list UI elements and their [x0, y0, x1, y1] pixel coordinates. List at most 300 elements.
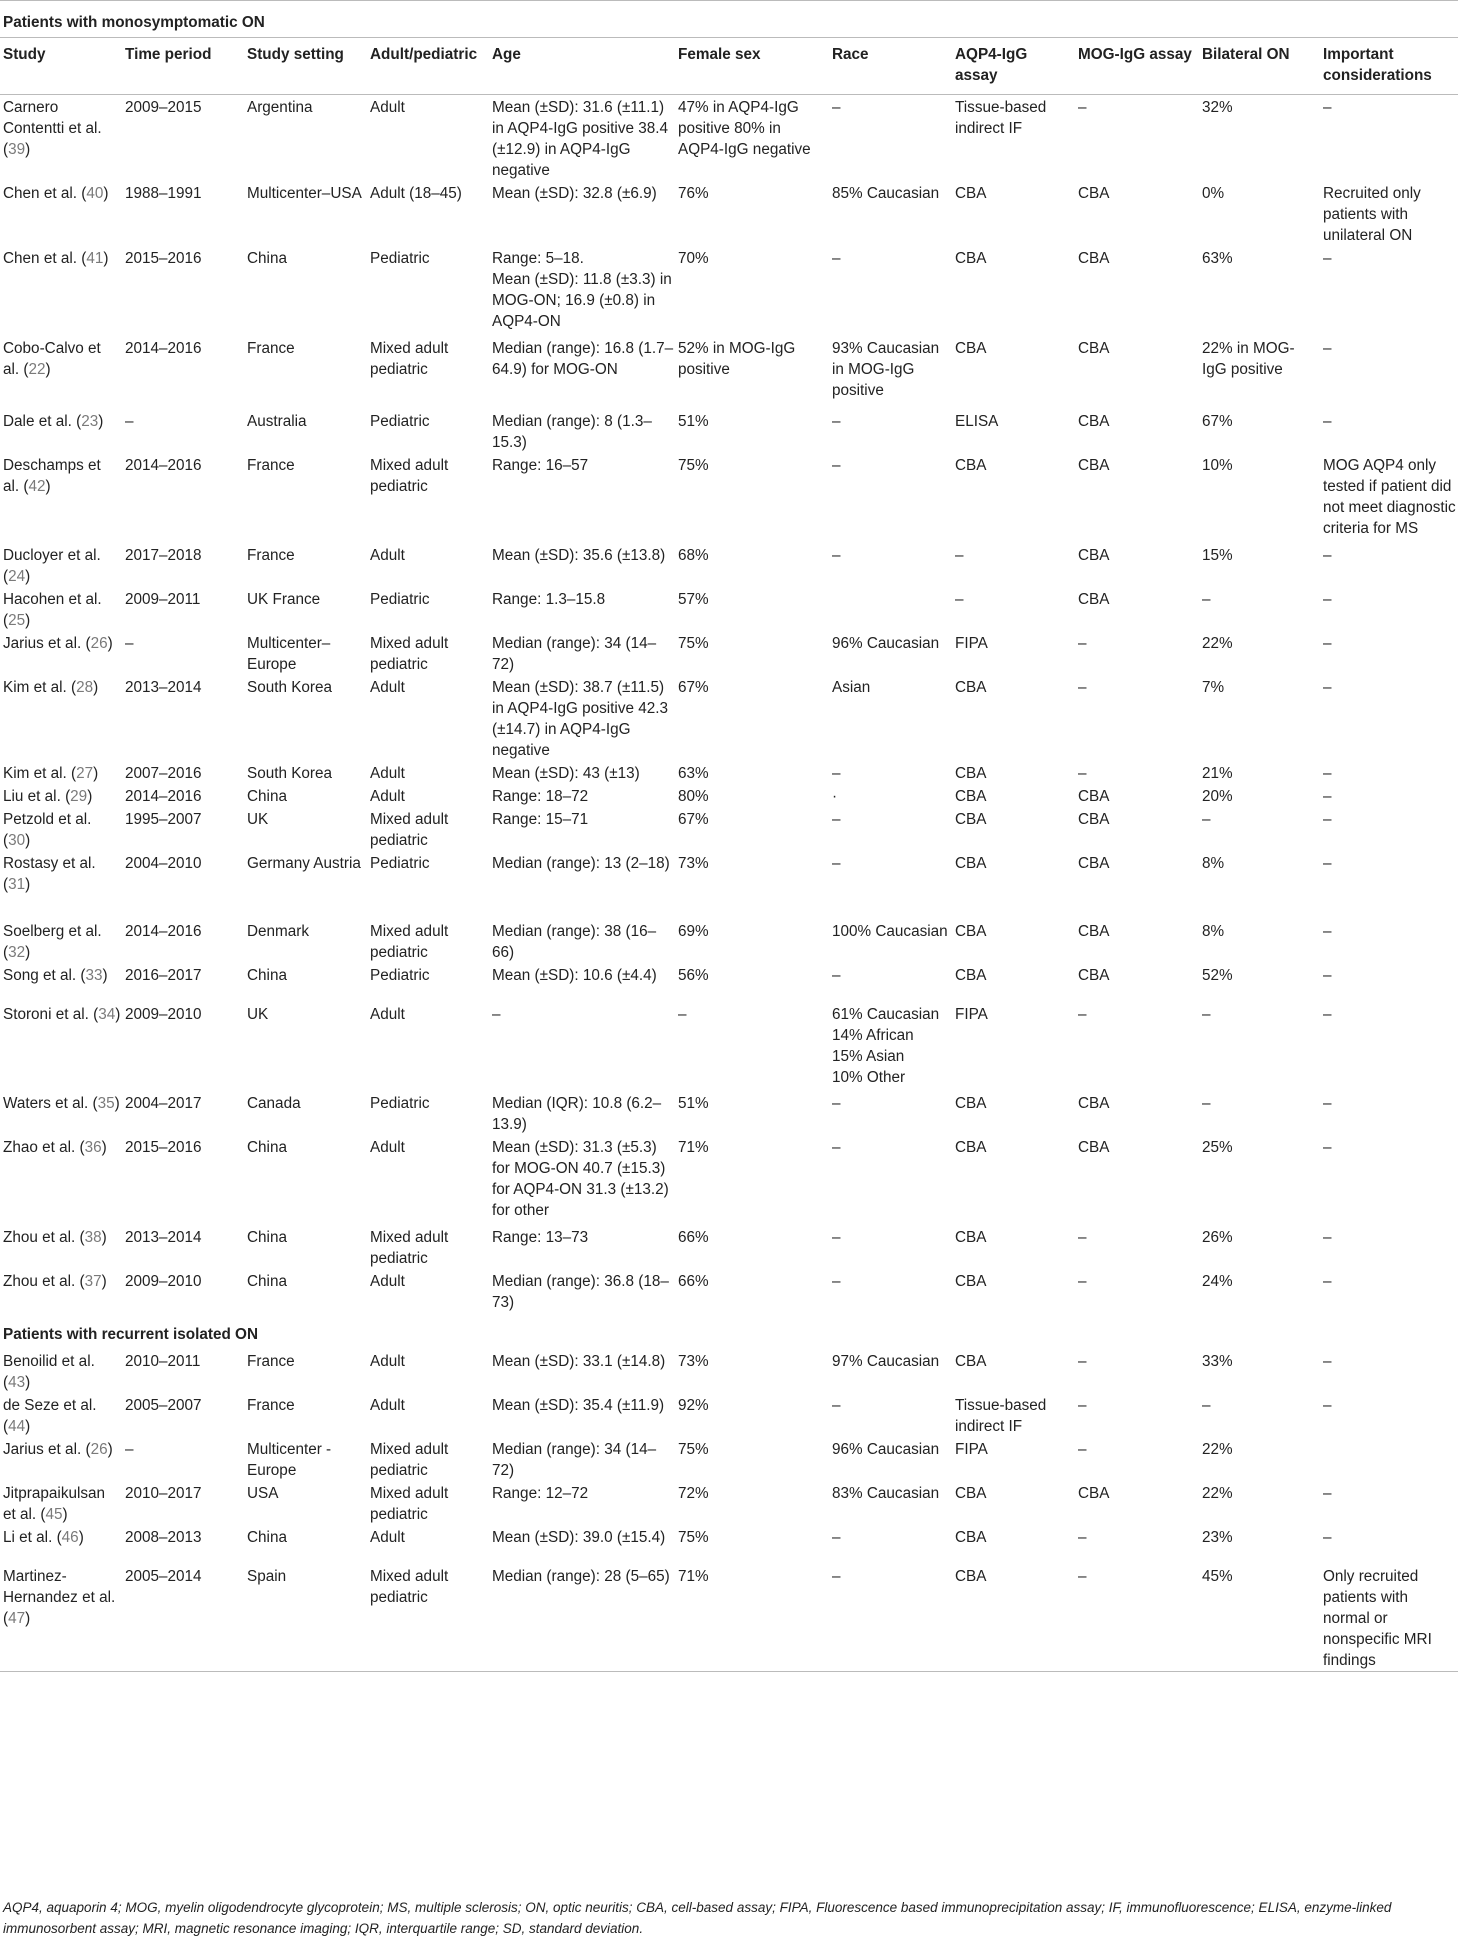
- table-row: [0, 784, 1458, 807]
- cell-race: 97% Caucasian: [832, 1353, 940, 1370]
- cell-race: –: [832, 547, 841, 564]
- cell-adult-pediatric: Mixed adult pediatric: [368, 1564, 490, 1672]
- table-row: [0, 1002, 1458, 1091]
- cell-time-period: 2014–2016: [125, 923, 202, 940]
- cell-study: [0, 336, 123, 409]
- cell-considerations: –: [1323, 1529, 1332, 1546]
- reference-link[interactable]: 34: [98, 1006, 116, 1023]
- cell-bilateral-on: 21%: [1202, 765, 1233, 782]
- cell-study-setting: Argentina: [247, 99, 313, 116]
- cell-race: 100% Caucasian: [832, 923, 948, 940]
- reference-link[interactable]: 43: [8, 1374, 26, 1391]
- col-header-study-setting: Study setting: [245, 38, 368, 95]
- cell-female-sex: 63%: [678, 765, 709, 782]
- table-row: [0, 919, 1458, 963]
- table-row: [0, 807, 1458, 851]
- cell-female-sex: 72%: [678, 1485, 709, 1502]
- cell-aqp4-assay: Tissue-based indirect IF: [955, 1397, 1047, 1435]
- closing-paren: ): [107, 635, 113, 652]
- cell-time-period: 2015–2016: [125, 250, 202, 267]
- cell-study: [0, 631, 123, 675]
- cell-mog-assay: CBA: [1078, 788, 1110, 805]
- cell-adult-pediatric: Pediatric: [370, 250, 430, 267]
- cell-time-period: 2005–2014: [123, 1564, 245, 1672]
- closing-paren: ): [25, 876, 31, 893]
- cell-bilateral-on: 63%: [1202, 250, 1233, 267]
- cell-study: [0, 95, 123, 182]
- cell-adult-pediatric: Adult: [370, 1273, 405, 1290]
- cell-time-period: 2009–2011: [125, 591, 201, 608]
- cell-race: 93% Caucasian in MOG-IgG positive: [832, 340, 940, 399]
- study-name: Martinez-Hernandez et al. (: [3, 1568, 116, 1627]
- cell-study-setting: USA: [247, 1485, 279, 1502]
- cell-adult-pediatric: Mixed adult pediatric: [370, 1485, 449, 1523]
- study-name: Storoni et al. (: [3, 1006, 99, 1023]
- table-row: [0, 1225, 1458, 1269]
- cell-bilateral-on: 22%: [1202, 1485, 1233, 1502]
- closing-paren: ): [25, 1374, 31, 1391]
- cell-mog-assay: –: [1078, 1441, 1087, 1458]
- cell-time-period: 2017–2018: [125, 547, 202, 564]
- cell-study: [0, 761, 123, 784]
- cell-aqp4-assay: ELISA: [955, 413, 999, 430]
- table-row: [0, 631, 1458, 675]
- reference-link[interactable]: 26: [90, 1441, 108, 1458]
- cell-study: [0, 1225, 123, 1269]
- closing-paren: ): [25, 141, 31, 158]
- cell-bilateral-on: 24%: [1202, 1273, 1233, 1290]
- cell-study-setting: South Korea: [247, 765, 333, 782]
- cell-bilateral-on: 67%: [1202, 413, 1233, 430]
- reference-link[interactable]: 46: [61, 1529, 79, 1546]
- closing-paren: ): [87, 788, 93, 805]
- cell-mog-assay: –: [1076, 1564, 1200, 1672]
- cell-study-setting: Spain: [245, 1564, 368, 1672]
- cell-adult-pediatric: Pediatric: [370, 1095, 430, 1112]
- reference-link[interactable]: 47: [8, 1610, 26, 1627]
- reference-link[interactable]: 29: [70, 788, 88, 805]
- cell-age: Mean (±SD): 38.7 (±11.5) in AQP4-IgG positive 42.3 (±14.7) in AQP4-IgG negative: [492, 679, 669, 759]
- cell-aqp4-assay: CBA: [953, 1564, 1076, 1672]
- cell-bilateral-on: 26%: [1202, 1229, 1233, 1246]
- reference-link[interactable]: 35: [97, 1095, 115, 1112]
- cell-adult-pediatric: Mixed adult pediatric: [370, 1441, 449, 1479]
- study-name: Deschamps et al. (: [3, 457, 101, 495]
- cell-study: [0, 1091, 123, 1135]
- closing-paren: ): [25, 568, 31, 585]
- study-name: Kim et al. (: [3, 765, 77, 782]
- table-row: [0, 336, 1458, 409]
- cell-aqp4-assay: –: [955, 591, 964, 608]
- cell-study-setting: France: [247, 547, 295, 564]
- cell-study-setting: Canada: [247, 1095, 301, 1112]
- table-row: [0, 95, 1458, 182]
- cell-bilateral-on: 52%: [1202, 967, 1233, 984]
- cell-adult-pediatric: Mixed adult pediatric: [370, 457, 449, 495]
- cell-considerations: –: [1323, 250, 1332, 267]
- cell-age: Median (range): 13 (2–18): [492, 855, 670, 872]
- cell-time-period: 2015–2016: [125, 1139, 202, 1156]
- closing-paren: ): [25, 944, 31, 961]
- closing-paren: ): [45, 478, 51, 495]
- cell-aqp4-assay: Tissue-based indirect IF: [955, 99, 1047, 137]
- closing-paren: ): [45, 361, 51, 378]
- cell-age: Range: 13–73: [492, 1229, 589, 1246]
- cell-considerations: –: [1323, 1273, 1332, 1290]
- cell-female-sex: 51%: [678, 413, 709, 430]
- cell-female-sex: 52% in MOG-IgG positive: [678, 340, 796, 378]
- cell-aqp4-assay: CBA: [955, 765, 987, 782]
- cell-female-sex: 57%: [678, 591, 709, 608]
- table-row: [0, 543, 1458, 587]
- cell-age: Mean (±SD): 39.0 (±15.4): [492, 1529, 666, 1546]
- cell-aqp4-assay: FIPA: [955, 1006, 988, 1023]
- cell-mog-assay: –: [1078, 1229, 1087, 1246]
- cell-race: –: [832, 413, 841, 430]
- reference-link[interactable]: 37: [84, 1273, 102, 1290]
- cell-aqp4-assay: CBA: [955, 788, 987, 805]
- cell-aqp4-assay: CBA: [955, 340, 987, 357]
- cell-study-setting: Multicenter - Europe: [247, 1441, 332, 1479]
- closing-paren: ): [114, 1095, 120, 1112]
- cell-female-sex: 75%: [678, 457, 709, 474]
- cell-considerations: –: [1323, 1095, 1332, 1112]
- cell-bilateral-on: 0%: [1202, 185, 1225, 202]
- table-row: [0, 453, 1458, 543]
- cell-female-sex: 66%: [678, 1273, 709, 1290]
- table-row: [0, 409, 1458, 453]
- cell-age: Median (range): 8 (1.3–15.3): [492, 413, 652, 451]
- cell-considerations: –: [1323, 635, 1332, 652]
- study-name: Kim et al. (: [3, 679, 77, 696]
- cell-bilateral-on: 23%: [1202, 1529, 1233, 1546]
- reference-link[interactable]: 38: [84, 1229, 102, 1246]
- closing-paren: ): [78, 1529, 84, 1546]
- cell-female-sex: 73%: [678, 855, 709, 872]
- cell-mog-assay: –: [1078, 1529, 1087, 1546]
- cell-aqp4-assay: CBA: [955, 967, 987, 984]
- cell-study: [0, 1481, 123, 1525]
- cell-female-sex: 51%: [678, 1095, 709, 1112]
- cell-bilateral-on: 22%: [1202, 635, 1233, 652]
- cell-bilateral-on: 15%: [1202, 547, 1233, 564]
- cell-age: Mean (±SD): 43 (±13): [492, 765, 640, 782]
- study-name: Petzold et al. (: [3, 811, 92, 849]
- closing-paren: ): [25, 1418, 31, 1435]
- cell-bilateral-on: 8%: [1202, 923, 1225, 940]
- cell-time-period: 2014–2016: [125, 788, 202, 805]
- cell-study: [0, 409, 123, 453]
- study-name: Jarius et al. (: [3, 1441, 91, 1458]
- cell-mog-assay: –: [1078, 99, 1087, 116]
- cell-race: –: [832, 1397, 841, 1414]
- cell-bilateral-on: –: [1202, 811, 1211, 828]
- cell-race: –: [832, 1273, 841, 1290]
- table-row: [0, 1091, 1458, 1135]
- closing-paren: ): [62, 1506, 68, 1523]
- cell-considerations: –: [1323, 1353, 1332, 1370]
- cell-study: [0, 1564, 123, 1672]
- study-name: Li et al. (: [3, 1529, 62, 1546]
- cell-time-period: 1995–2007: [125, 811, 202, 828]
- col-header-aqp4-assay: AQP4-IgG assay: [953, 38, 1076, 95]
- reference-link[interactable]: 41: [86, 250, 104, 267]
- reference-link[interactable]: 22: [28, 361, 46, 378]
- col-header-study: Study: [0, 38, 123, 95]
- cell-study: [0, 807, 123, 851]
- cell-study-setting: China: [247, 1139, 287, 1156]
- study-name: Benoilid et al. (: [3, 1353, 95, 1391]
- reference-link[interactable]: 30: [8, 832, 26, 849]
- cell-bilateral-on: 32%: [1202, 99, 1233, 116]
- closing-paren: ): [102, 967, 108, 984]
- cell-race: –: [832, 1095, 841, 1112]
- study-name: Soelberg et al. (: [3, 923, 102, 961]
- cell-age: Range: 16–57: [492, 457, 589, 474]
- cell-time-period: –: [125, 1441, 134, 1458]
- cell-study-setting: Germany Austria: [247, 855, 361, 872]
- cell-adult-pediatric: Adult: [370, 788, 405, 805]
- closing-paren: ): [93, 765, 99, 782]
- cell-bilateral-on: –: [1202, 1397, 1211, 1414]
- cell-female-sex: 75%: [678, 1529, 709, 1546]
- cell-bilateral-on: 33%: [1202, 1353, 1233, 1370]
- table-row: [0, 1564, 1458, 1672]
- col-header-time-period: Time period: [123, 38, 245, 95]
- cell-adult-pediatric: Pediatric: [370, 855, 430, 872]
- cell-considerations: –: [1323, 765, 1332, 782]
- cell-race: 61% Caucasian 14% African 15% Asian 10% Other: [832, 1006, 940, 1086]
- cell-adult-pediatric: Adult (18–45): [370, 185, 462, 202]
- cell-considerations: –: [1323, 99, 1332, 116]
- cell-race: –: [832, 457, 841, 474]
- table-row: [0, 1135, 1458, 1225]
- cell-female-sex: 80%: [678, 788, 709, 805]
- cell-mog-assay: CBA: [1078, 1095, 1110, 1112]
- study-name: Song et al. (: [3, 967, 86, 984]
- cell-study-setting: Australia: [247, 413, 307, 430]
- section-header: [0, 1, 1458, 38]
- cell-mog-assay: –: [1078, 765, 1087, 782]
- study-name: Ducloyer et al. (: [3, 547, 101, 585]
- table-body: [0, 95, 1458, 1672]
- table-row: [0, 1393, 1458, 1437]
- cell-study-setting: China: [247, 250, 287, 267]
- cell-study-setting: France: [247, 340, 295, 357]
- reference-link[interactable]: 33: [85, 967, 103, 984]
- cell-bilateral-on: 20%: [1202, 788, 1233, 805]
- cell-age: Range: 18–72: [492, 788, 589, 805]
- cell-adult-pediatric: Pediatric: [370, 413, 430, 430]
- study-name: Dale et al. (: [3, 413, 82, 430]
- study-name: de Seze et al. (: [3, 1397, 97, 1435]
- col-header-adult-pediatric: Adult/pediatric: [368, 38, 490, 95]
- cell-study-setting: UK France: [247, 591, 321, 608]
- closing-paren: ): [115, 1006, 121, 1023]
- cell-bilateral-on: 45%: [1200, 1564, 1321, 1672]
- cell-race: –: [832, 855, 841, 872]
- reference-link[interactable]: 45: [45, 1506, 63, 1523]
- cell-time-period: 2014–2016: [125, 457, 202, 474]
- cell-mog-assay: CBA: [1078, 413, 1110, 430]
- study-name: Chen et al. (: [3, 250, 87, 267]
- cell-adult-pediatric: Adult: [370, 1353, 405, 1370]
- cell-study: [0, 851, 123, 919]
- cell-female-sex: 75%: [678, 1441, 709, 1458]
- reference-link[interactable]: 24: [8, 568, 26, 585]
- cell-adult-pediatric: Pediatric: [370, 967, 430, 984]
- cell-aqp4-assay: CBA: [955, 679, 987, 696]
- cell-age: Mean (±SD): 33.1 (±14.8): [492, 1353, 666, 1370]
- col-header-race: Race: [830, 38, 953, 95]
- closing-paren: ): [103, 185, 109, 202]
- cell-race: –: [832, 1529, 841, 1546]
- reference-link[interactable]: 23: [81, 413, 99, 430]
- cell-mog-assay: CBA: [1078, 457, 1110, 474]
- cell-female-sex: 67%: [678, 811, 709, 828]
- cell-study-setting: UK: [247, 1006, 269, 1023]
- cell-age: Mean (±SD): 35.4 (±11.9): [492, 1397, 665, 1414]
- cell-study-setting: France: [247, 1397, 295, 1414]
- cell-aqp4-assay: –: [955, 547, 964, 564]
- study-name: Jitprapaikulsan et al. (: [3, 1485, 106, 1523]
- cell-time-period: 1988–1991: [125, 185, 202, 202]
- table-row: [0, 1481, 1458, 1525]
- cell-considerations: Recruited only patients with unilateral ON: [1323, 185, 1421, 244]
- cell-time-period: –: [125, 635, 134, 652]
- table-row: [0, 1525, 1458, 1564]
- cell-race: –: [832, 1139, 841, 1156]
- cell-aqp4-assay: CBA: [955, 1273, 987, 1290]
- reference-link[interactable]: 36: [84, 1139, 102, 1156]
- closing-paren: ): [101, 1139, 107, 1156]
- cell-race: 96% Caucasian: [832, 1441, 940, 1458]
- closing-paren: ): [103, 250, 109, 267]
- cell-study: [0, 784, 123, 807]
- reference-link[interactable]: 39: [8, 141, 26, 158]
- closing-paren: ): [25, 832, 31, 849]
- cell-female-sex: 71%: [678, 1139, 709, 1156]
- cell-time-period: 2005–2007: [125, 1397, 202, 1414]
- cell-aqp4-assay: CBA: [955, 811, 987, 828]
- table-row: [0, 181, 1458, 246]
- cell-age: Mean (±SD): 10.6 (±4.4): [492, 967, 657, 984]
- cell-adult-pediatric: Mixed adult pediatric: [370, 811, 449, 849]
- cell-considerations: –: [1323, 340, 1332, 357]
- reference-link[interactable]: 44: [8, 1418, 26, 1435]
- cell-age: Range: 1.3–15.8: [492, 591, 606, 608]
- cell-female-sex: 75%: [678, 635, 709, 652]
- cell-study: [0, 1349, 123, 1393]
- reference-link[interactable]: 31: [8, 876, 26, 893]
- study-name: Waters et al. (: [3, 1095, 98, 1112]
- reference-link[interactable]: 26: [90, 635, 108, 652]
- cell-study: [0, 1393, 123, 1437]
- reference-link[interactable]: 27: [76, 765, 94, 782]
- cell-age: Mean (±SD): 35.6 (±13.8): [492, 547, 666, 564]
- cell-bilateral-on: 25%: [1202, 1139, 1233, 1156]
- cell-study: [0, 1002, 123, 1091]
- cell-female-sex: 66%: [678, 1229, 709, 1246]
- cell-considerations: [1321, 1437, 1458, 1481]
- closing-paren: ): [25, 612, 31, 629]
- cell-aqp4-assay: CBA: [955, 1095, 987, 1112]
- section-header: [0, 1313, 1458, 1349]
- cell-time-period: 2009–2010: [125, 1273, 202, 1290]
- cell-study-setting: France: [247, 1353, 295, 1370]
- cell-considerations: –: [1323, 1397, 1332, 1414]
- cell-race: –: [832, 967, 841, 984]
- cell-bilateral-on: –: [1202, 1006, 1211, 1023]
- table-row: [0, 246, 1458, 336]
- cell-study: [0, 181, 123, 246]
- reference-link[interactable]: 28: [76, 679, 94, 696]
- cell-considerations: MOG AQP4 only tested if patient did not meet diagnostic criteria for MS: [1323, 457, 1456, 537]
- table-row: [0, 963, 1458, 1002]
- cell-considerations: –: [1323, 1006, 1332, 1023]
- cell-female-sex: 69%: [678, 923, 709, 940]
- cell-study: [0, 963, 123, 1002]
- reference-link[interactable]: 32: [8, 944, 26, 961]
- col-header-bilateral-on: Bilateral ON: [1200, 38, 1321, 95]
- cell-adult-pediatric: Adult: [370, 99, 405, 116]
- cell-considerations: Only recruited patients with normal or nonspecific MRI findings: [1321, 1564, 1458, 1672]
- cell-mog-assay: CBA: [1078, 967, 1110, 984]
- cell-female-sex: 71%: [676, 1564, 830, 1672]
- cell-age: Median (range): 34 (14–72): [492, 635, 657, 673]
- cell-aqp4-assay: FIPA: [955, 635, 988, 652]
- study-name: Chen et al. (: [3, 185, 87, 202]
- reference-link[interactable]: 40: [86, 185, 104, 202]
- cell-mog-assay: CBA: [1078, 1485, 1110, 1502]
- cell-age: –: [492, 1006, 501, 1023]
- cell-race: –: [832, 250, 841, 267]
- closing-paren: ): [101, 1229, 107, 1246]
- study-name: Zhao et al. (: [3, 1139, 85, 1156]
- cell-aqp4-assay: CBA: [955, 1485, 987, 1502]
- cell-time-period: 2010–2011: [125, 1353, 201, 1370]
- reference-link[interactable]: 42: [28, 478, 46, 495]
- study-name: Liu et al. (: [3, 788, 71, 805]
- cell-age: Median (range): 38 (16–66): [492, 923, 657, 961]
- cell-study: [0, 246, 123, 336]
- cell-mog-assay: CBA: [1078, 855, 1110, 872]
- cell-bilateral-on: –: [1202, 591, 1211, 608]
- cell-adult-pediatric: Adult: [370, 1006, 405, 1023]
- cell-age: Median (range): 28 (5–65): [490, 1564, 676, 1672]
- cell-time-period: 2007–2016: [125, 765, 202, 782]
- cell-mog-assay: CBA: [1078, 923, 1110, 940]
- cell-age: Mean (±SD): 32.8 (±6.9): [492, 185, 657, 202]
- cell-mog-assay: –: [1078, 1273, 1087, 1290]
- table-row: [0, 675, 1458, 761]
- cell-age: Range: 5–18. Mean (±SD): 11.8 (±3.3) in MOG-ON; 16.9 (±0.8) in AQP4-ON: [492, 250, 672, 330]
- table-row: [0, 1349, 1458, 1393]
- reference-link[interactable]: 25: [8, 612, 26, 629]
- study-name: Jarius et al. (: [3, 635, 91, 652]
- closing-paren: ): [101, 1273, 107, 1290]
- cell-study: [0, 919, 123, 963]
- cell-bilateral-on: 22%: [1202, 1441, 1233, 1458]
- table-row: [0, 761, 1458, 784]
- cell-female-sex: 68%: [678, 547, 709, 564]
- cell-adult-pediatric: Adult: [370, 547, 405, 564]
- cell-bilateral-on: 8%: [1202, 855, 1225, 872]
- cell-mog-assay: CBA: [1078, 591, 1110, 608]
- closing-paren: ): [107, 1441, 113, 1458]
- cell-female-sex: 70%: [678, 250, 709, 267]
- cell-female-sex: 92%: [678, 1397, 709, 1414]
